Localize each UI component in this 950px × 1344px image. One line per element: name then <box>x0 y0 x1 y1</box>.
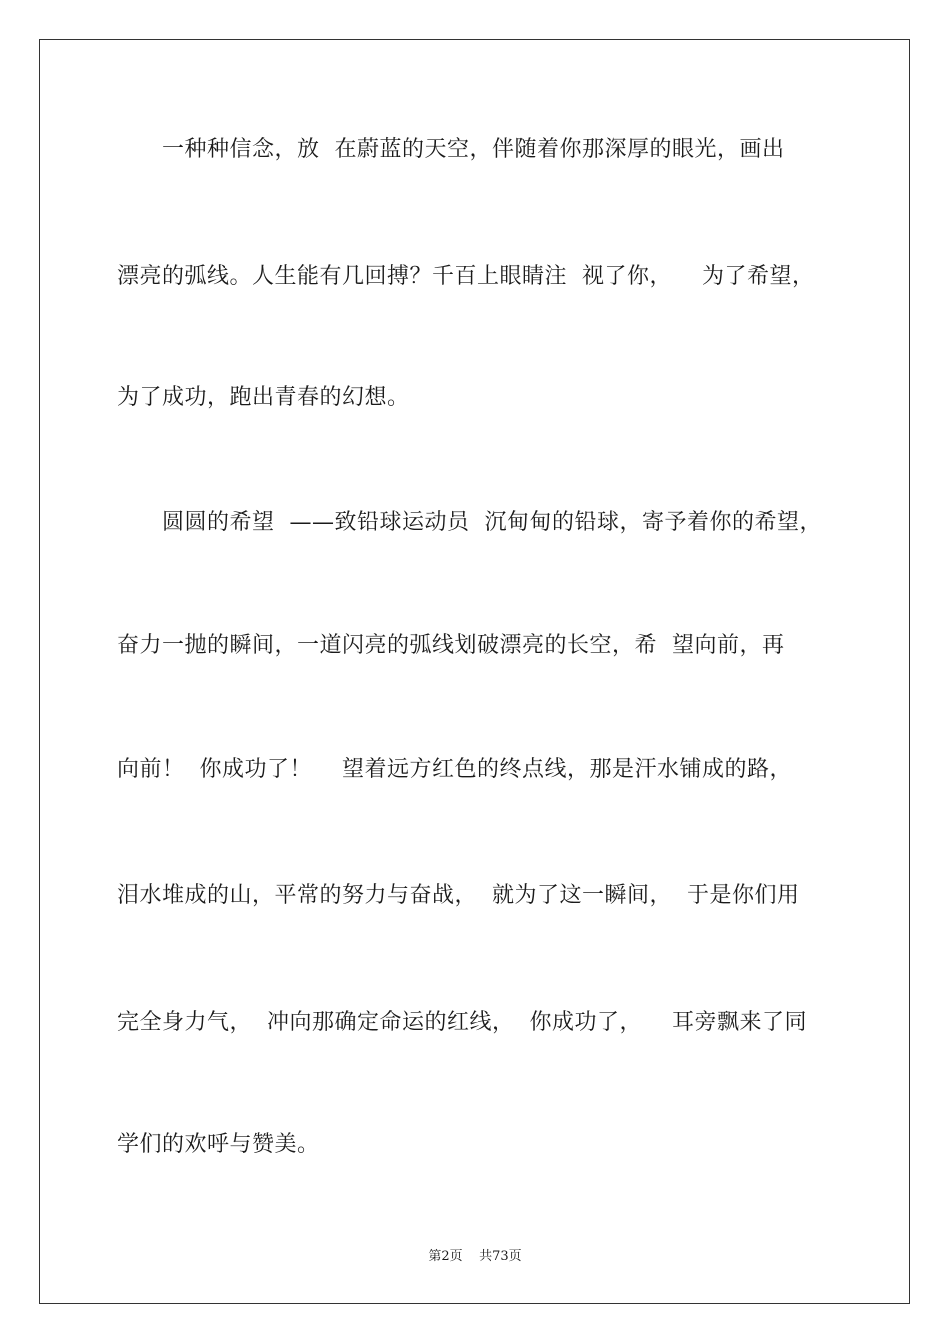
page-frame <box>39 39 910 1304</box>
body-text-line: 奋力一抛的瞬间，一道闪亮的弧线划破漂亮的长空，希 望向前，再 <box>117 633 785 658</box>
body-text-line: 一种种信念，放 在蔚蓝的天空，伴随着你那深厚的眼光，画出 <box>117 137 785 162</box>
body-text-line: 为了成功，跑出青春的幻想。 <box>117 385 410 410</box>
body-text-line: 泪水堆成的山，平常的努力与奋战， 就为了这一瞬间， 于是你们用 <box>117 883 800 908</box>
body-text-line: 漂亮的弧线。人生能有几回搏？千百上眼睛注 视了你， 为了希望， <box>117 264 815 289</box>
body-text-line: 向前！ 你成功了！ 望着远方红色的终点线，那是汗水铺成的路， <box>117 757 792 782</box>
body-text-line: 圆圆的希望 ——致铅球运动员 沉甸甸的铅球，寄予着你的希望， <box>117 510 822 535</box>
page-number-footer: 第2页 共73页 <box>428 1249 522 1264</box>
body-text-line: 学们的欢呼与赞美。 <box>117 1132 320 1157</box>
body-text-line: 完全身力气， 冲向那确定命运的红线， 你成功了， 耳旁飘来了同 <box>117 1010 807 1035</box>
